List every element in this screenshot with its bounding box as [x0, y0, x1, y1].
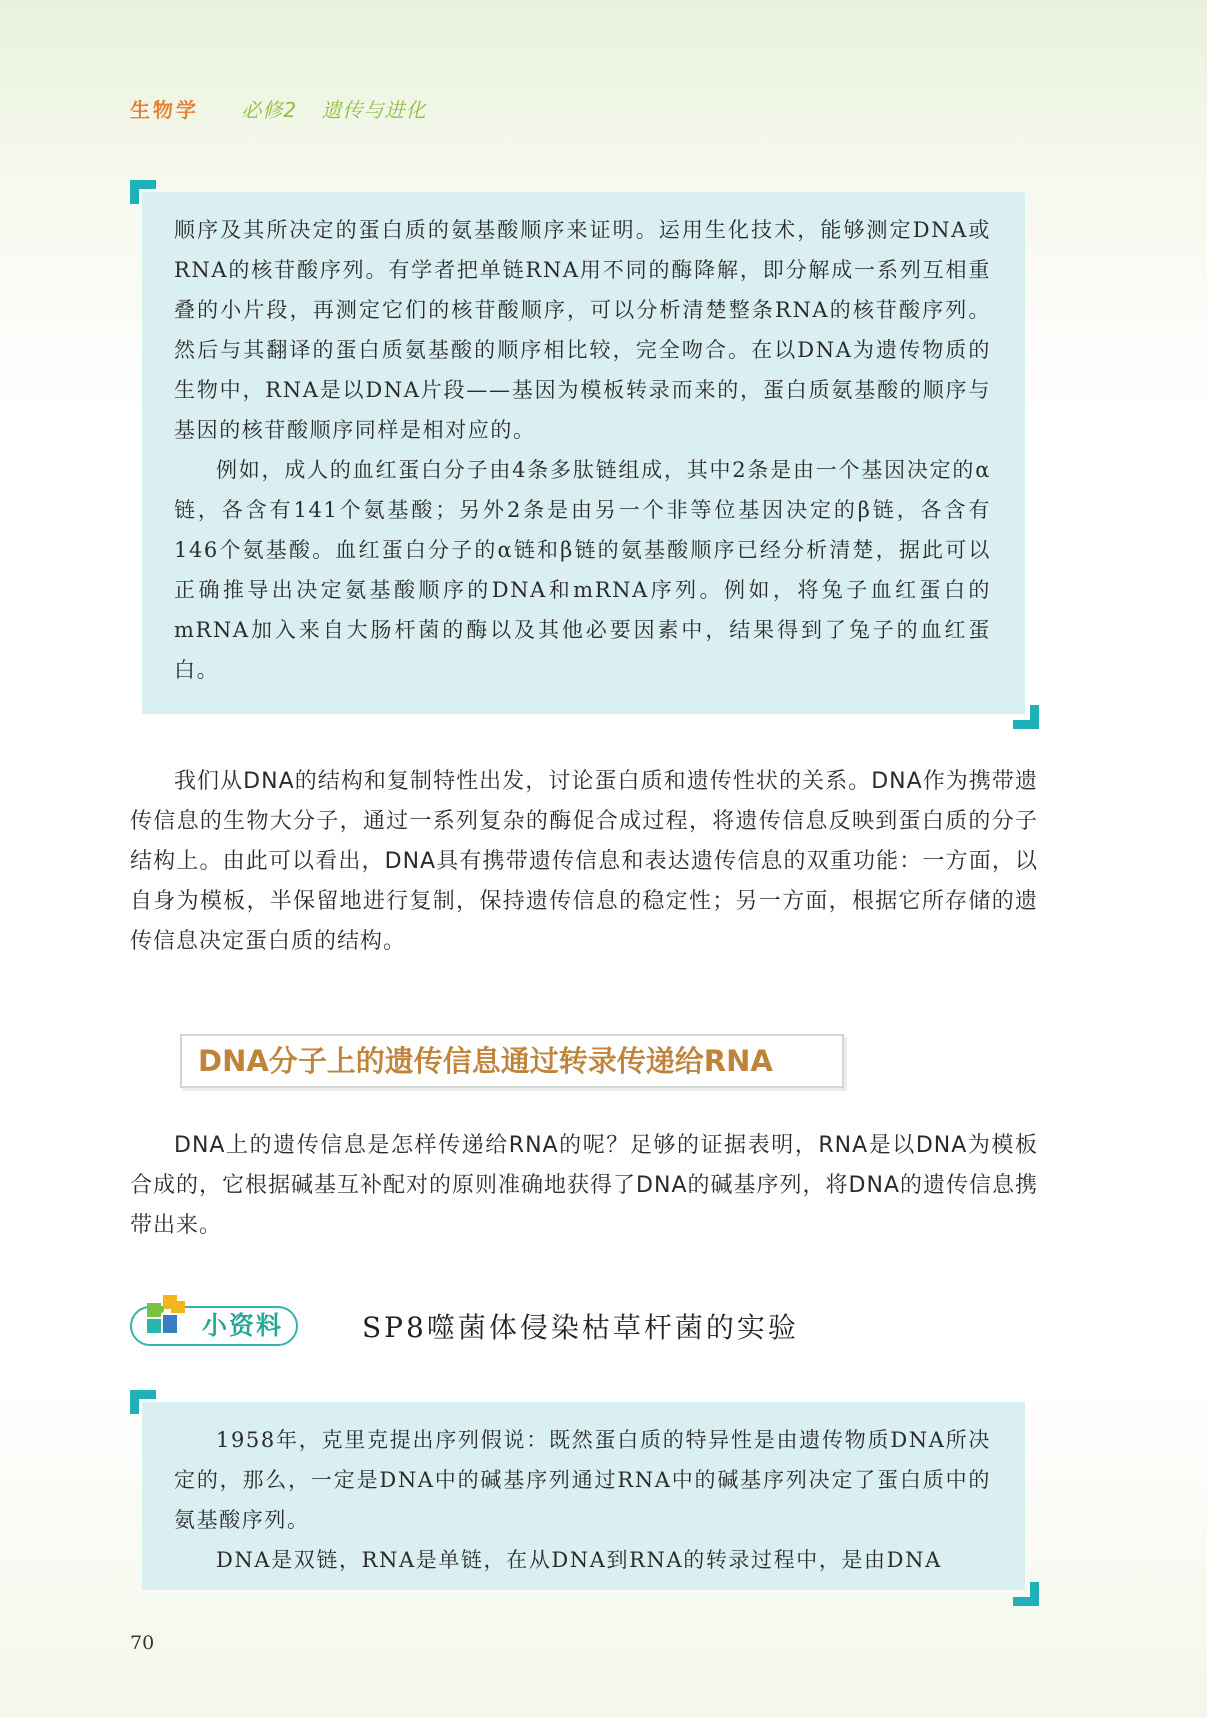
box-paragraph: 顺序及其所决定的蛋白质的氨基酸顺序来证明。运用生化技术，能够测定DNA或RNA的核苷酸序列。有学者把单链RNA用不同的酶降解，即分解成一系列互相重叠的小片段，再测定它们的核苷酸顺序，可以分析清楚整条RNA的核苷酸序列。然后与其翻译的蛋白质氨基酸的顺序相比较，完全吻合。在以DNA为遗传物质的生物中，RNA是以DNA片段——基因为模板转录而来的，蛋白质氨基酸的顺序与基因的核苷酸顺序同样是相对应的。 — [174, 218, 991, 442]
box-corner-bottom-right — [1013, 705, 1039, 729]
running-header — [130, 94, 426, 122]
header-title: 遗传与进化 — [321, 98, 427, 122]
body-paragraph: DNA上的遗传信息是怎样传递给RNA的呢？足够的证据表明，RNA是以DNA为模板合成的，它根据碱基互补配对的原则准确地获得了DNA的碱基序列，将DNA的遗传信息携带出来。 — [130, 1133, 1038, 1238]
reading-box — [142, 192, 1025, 714]
header-book: 必修2 — [241, 98, 298, 122]
section-heading: DNA分子上的遗传信息通过转录传递给RNA — [180, 1034, 844, 1088]
box-corner-bottom-right — [1013, 1582, 1039, 1606]
infobox-content — [142, 1402, 1025, 1590]
box-paragraph: DNA是双链，RNA是单链，在从DNA到RNA的转录过程中，是由DNA — [216, 1548, 942, 1572]
box-paragraph: 1958年，克里克提出序列假说：既然蛋白质的特异性是由遗传物质DNA所决定的，那么，一定是DNA中的碱基序列通过RNA中的碱基序列决定了蛋白质中的氨基酸序列。 — [174, 1428, 991, 1532]
page-number: 70 — [130, 1632, 155, 1654]
infobox-title: SP8噬菌体侵染枯草杆菌的实验 — [362, 1311, 799, 1344]
info-badge-label: 小资料 — [202, 1311, 284, 1340]
body-paragraph: 我们从DNA的结构和复制特性出发，讨论蛋白质和遗传性状的关系。DNA作为携带遗传信息的生物大分子，通过一系列复杂的酶促合成过程，将遗传信息反映到蛋白质的分子结构上。由此可以看出，DNA具有携带遗传信息和表达遗传信息的双重功能：一方面，以自身为模板，半保留地进行复制，保持遗传信息的稳定性；另一方面，根据它所存储的遗传信息决定蛋白质的结构。 — [130, 769, 1038, 954]
box-paragraph: 例如，成人的血红蛋白分子由4条多肽链组成，其中2条是由一个基因决定的α链，各含有141个氨基酸；另外2条是由另一个非等位基因决定的β链，各含有146个氨基酸。血红蛋白分子的α链和β链的氨基酸顺序已经分析清楚，据此可以正确推导出决定氨基酸顺序的DNA和mRNA序列。例如，将兔子血红蛋白的mRNA加入来自大肠杆菌的酶以及其他必要因素中，结果得到了兔子的血红蛋白。 — [174, 458, 991, 682]
body-paragraph-transcription — [130, 1126, 1038, 1246]
body-paragraph-dna-function — [130, 762, 1038, 962]
puzzle-icon — [145, 1295, 195, 1343]
header-subject: 生物学 — [130, 98, 199, 122]
